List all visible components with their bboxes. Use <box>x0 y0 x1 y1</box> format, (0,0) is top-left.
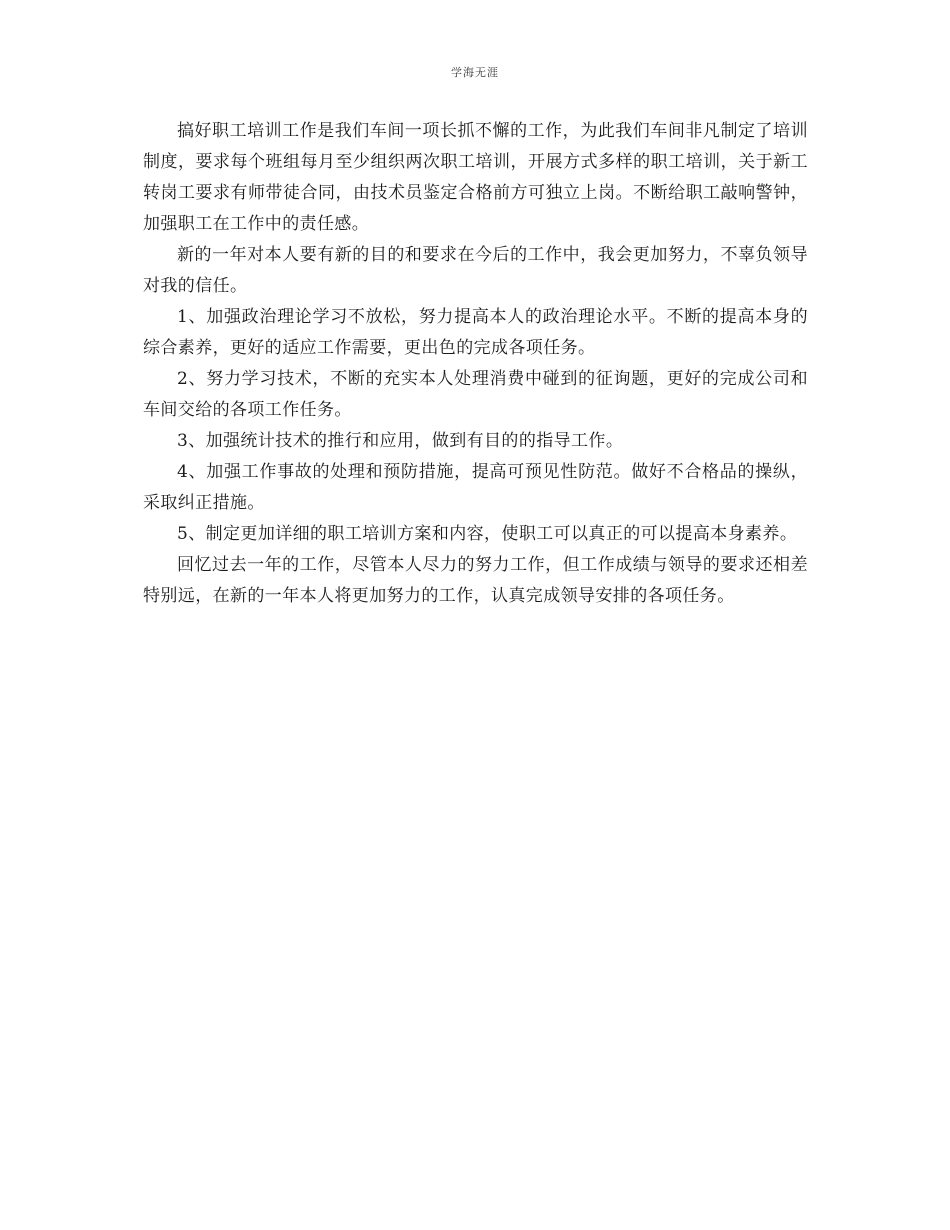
paragraph-training: 搞好职工培训工作是我们车间一项长抓不懈的工作，为此我们车间非凡制定了培训制度，要求每个班组每月至少组织两次职工培训，开展方式多样的职工培训，关于新工转岗工要求有师带徒合同，由技术员鉴定合格前方可独立上岗。不断给职工敲响警钟，加强职工在工作中的责任感。 <box>143 121 808 234</box>
page-header: 学海无涯 <box>451 66 499 79</box>
paragraph-item-4: 4、加强工作事故的处理和预防措施，提高可预见性防范。做好不合格品的操纵，采取纠正措施。 <box>143 462 808 513</box>
paragraph-item-2: 2、努力学习技术，不断的充实本人处理消费中碰到的征询题，更好的完成公司和车间交给的各项工作任务。 <box>143 369 808 420</box>
paragraph-new-year-goals: 新的一年对本人要有新的目的和要求在今后的工作中，我会更加努力，不辜负领导对我的信任。 <box>143 245 808 296</box>
paragraph-item-5: 5、制定更加详细的职工培训方案和内容，使职工可以真正的可以提高本身素养。 <box>177 524 798 544</box>
paragraph-item-3: 3、加强统计技术的推行和应用，做到有目的的指导工作。 <box>177 431 624 451</box>
paragraph-conclusion: 回忆过去一年的工作，尽管本人尽力的努力工作，但工作成绩与领导的要求还相差特别远，在新的一年本人将更加努力的工作，认真完成领导安排的各项任务。 <box>143 555 808 606</box>
document-body <box>143 116 808 612</box>
paragraph-item-1: 1、加强政治理论学习不放松，努力提高本人的政治理论水平。不断的提高本身的综合素养，更好的适应工作需要，更出色的完成各项任务。 <box>143 307 808 358</box>
